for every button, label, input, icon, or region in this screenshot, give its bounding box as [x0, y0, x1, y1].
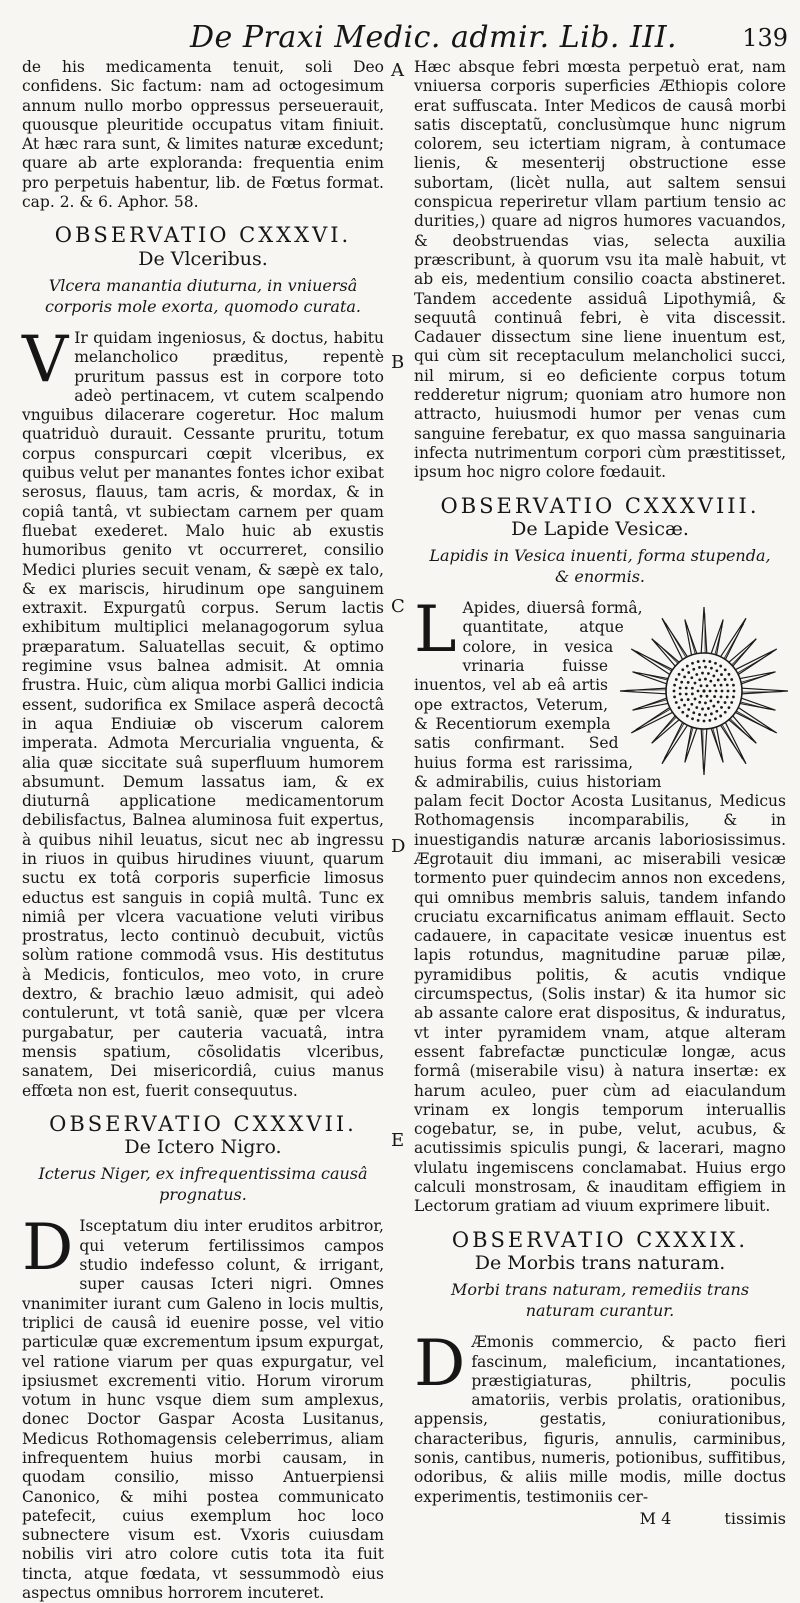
observation-138-text: Apides, diuersâ formâ, quantitate, atque colore, in vesica vrinaria fuisse inuentos, vel ab eâ artis ope extractos, Veterum, & Recentiorum exempla satis confirmant. Sed huius forma est rarissima, & admirabilis, cuius historiam palam fecit Doctor Acosta Lusitanus, Medicus Rothomagensis incomparabilis, & in inuestigandis naturæ arcanis laboriosissimus. Ægrotauit diu immani, ac miserabili vesicæ tormento puer quindecim annos non excedens, qui omnibus membris saluis, tandem infando cruciatu excarnificatus animam efflauit. Secto cadauere, in capacitate vesicæ inuentus est lapis rotundus, magnitudine paruæ pilæ, pyramidibus politis, & acutis vndique circumspectus, (Solis instar) & ita humor sic ab assante calore erat dispositus, & induratus, vt inter pyramidem vnam, atque alteram essent fabrefactæ puncticulæ longæ, acus formâ (miserabile visu) à natura insertæ: ex harum aculeo, puer cùm ad eiaculandum vrinam ex longis temporum interuallis cogebatur, se, in pube, velut, acubus, & acutissimis spiculis pungi, & lacerari, magno vlulatu ingemiscens conclamabat. Huius ergo calculi monstrosam, & inauditam effigiem in Lectorum gratiam ad viuum exprimere libuit. [414, 599, 786, 1215]
stone-dot [714, 717, 717, 720]
stone-dot [730, 701, 733, 704]
margin-letter-c: C [391, 596, 405, 617]
stone-dot [724, 678, 727, 681]
observation-137-body [22, 1217, 384, 1603]
stone-dot [732, 696, 735, 699]
stone-dot [706, 685, 709, 688]
right-intro-paragraph: Hæc absque febri mœsta perpetuò erat, nam vniuersa corporis superficies Æthiopis colore erat suffuscata. Inter Medicos de causâ morbi satis disceptatũ, conclusùmque hunc nigrum colorem, seu ictertiam nigram, à contumace lienis, & mesenterij obstructione esse subortam, (licèt nulla, aut saltem sensui conspicua reperiretur vllam partium tensio ac durities,) quare ad nigros humores vacuandos, & deobstruendas vias, selecta auxilia præscribunt, à quorum vsu ita malè habuit, vt ab eis, medentium consilio coacta abstineret. Tandem accedente assiduâ Lipothymiâ, & sequutâ continuâ febri, è vita discessit. Cadauer dissectum sine liene inuentum est, qui cùm sit receptaculum melancholici succi, nil mirum, si eo deficiente corpus totum redderetur nigrum; quoniam atro humore non attracto, huiusmodi humor per venas cum sanguine ferebatur, ex quo massa sanguinaria infecta nutrimentum corpori cùm præstitisset, ipsum hoc nigro colore fœdauit. [414, 58, 786, 483]
stone-dot [720, 706, 723, 709]
right-column [414, 58, 786, 1528]
stone-dot [724, 701, 727, 704]
left-column [22, 58, 384, 1603]
stone-dot [673, 696, 676, 699]
stone-dot [697, 690, 700, 693]
stone-spike-hatch [722, 725, 742, 759]
stone-dot [720, 673, 723, 676]
observation-139-heading: OBSERVATIO CXXXIX. [414, 1231, 786, 1250]
stone-dot [700, 685, 703, 688]
stone-spike [620, 688, 670, 694]
stone-dot [719, 715, 722, 718]
stone-dot [706, 695, 709, 698]
observation-139-summary: Morbi trans naturam, remediis trans naturam curantur. [424, 1279, 776, 1321]
stone-dot [707, 707, 710, 710]
stone-dot [733, 690, 736, 693]
stone-dot [690, 676, 693, 679]
observation-137-text: Isceptatum diu inter eruditos arbitror, qui veterum fertilissimos campos studio indefesso colunt, & irrigant, super causas Icteri nigri. Omnes vnanimiter iurant cum Galeno in locis multis, triplici de causâ id euenire posse, vel vitio particulæ quæ excrementum ipsum expurgat, vel ratione viarum per quas expurgatur, vel ipsiusmet excrementi vitio. Horum virorum votum in hunc vsque diem sum amplexus, donec Doctor Gaspar Acosta Lusitanus, Medicus Rothomagensis celeberrimus, aliam infrequentem huius morbi causam, in quodam consilio, misso Antuerpiensi Canonico, & mihi postea communicato patefecit, cuius exemplum hoc loco subnectere visum est. Vxoris cuiusdam nobilis viri atro colore cutis tota ita fuit tincta, atque fœdata, vt sessummodò eius aspectus omnibus horrorem incuteret. [22, 1217, 384, 1602]
stone-dot [681, 669, 684, 672]
stone-dot [678, 673, 681, 676]
stone-dot [727, 690, 730, 693]
stone-dot [691, 717, 694, 720]
stone-dot [694, 682, 697, 685]
stone-dot [709, 700, 712, 703]
stone-dot [686, 715, 689, 718]
stone-dot [720, 696, 723, 699]
stone-dot [683, 676, 686, 679]
stone-dot [704, 666, 707, 669]
observation-136-subtitle: De Vlceribus. [22, 250, 384, 269]
drop-cap-v: V [22, 333, 68, 387]
stone-dot [713, 695, 716, 698]
stone-dot [683, 704, 686, 707]
stone-spike-hatch [656, 643, 678, 664]
stone-dot [708, 719, 711, 722]
drop-cap-d: D [22, 1221, 73, 1275]
stone-dot [695, 673, 698, 676]
stone-dot [724, 711, 727, 714]
stone-dot [710, 667, 713, 670]
stone-dot [673, 690, 676, 693]
stone-dot [691, 687, 694, 690]
observation-139-body [414, 1333, 786, 1507]
page-number: 139 [742, 24, 788, 52]
signature-mark: M 4 [640, 1509, 672, 1528]
stone-dot [712, 675, 715, 678]
stone-dot [697, 719, 700, 722]
catchword: tissimis [724, 1509, 786, 1528]
running-head: De Praxi Medic. admir. Lib. III. [190, 20, 677, 55]
stone-dot [704, 714, 707, 717]
stone-dot [707, 672, 710, 675]
stone-spike [701, 607, 707, 657]
stone-spike [738, 688, 788, 694]
drop-cap-l: L [414, 603, 457, 657]
stone-dot [724, 669, 727, 672]
stone-spike-hatch [730, 719, 752, 740]
stone-dot [714, 662, 717, 665]
stone-dot [704, 678, 707, 681]
stone-dot [709, 680, 712, 683]
observation-136-text: Ir quidam ingeniosus, & doctus, habitu melancholico præditus, repentè pruritum passus est in corpore toto adeò pertinacem, vt cutem scalpendo vnguibus dilacerare cogeretur. Hoc malum quatriduò durauit. Cessante pruritu, totum corpus conspurcari cœpit vlceribus, ex quibus velut per manantes fontes ichor exibat serosus, flauus, tam acris, & mordax, & in copiâ tantâ, vt subiectam carnem per quam fluebat exederet. Malo huic ab exustis humoribus genito vt occurreret, consilio Medici pluries secuit venam, & sæpè ex talo, & ex mariscis, hirudinum ope sanguinem extraxit. Expurgatû corpus. Serum lactis exhibitum multiplici melanagogorum sylua præparatum. Saluatellas secuit, & optimo regimine vsus balnea admisit. At omnia frustra. Huic, cùm aliqua morbi Gallici indicia essent, sudorifica ex Smilace asperâ decoctâ in aqua Endiuiæ ob viscerum calorem imperata. Admota Mercurialia vnguenta, & alia quæ siccitate suâ superfluum humorem absumunt. Demum lassatus iam, & ex diuturnâ applicatione medicamentorum debilisfactus, Balnea aluminosa fuit expertus, à quibus nihil leuatus, sicut nec ab ingressu in riuos in quibus hirudines viuunt, quarum suctu ex totâ corporis superficie limosus eductus est sanguis in copiâ multâ. Tunc ex nimiâ per vlcera vacuatione veluti viribus prostratus, lecto continuò decubuit, victûs solùm ratione commodâ vsus. His destitutus à Medicis, fonticulos, meo voto, in crure dextro, & brachio læuo admisit, qui adeò contulerunt, vt totâ saniè, quæ per vlcera purgabatur, per cauteria vacuatâ, intra mensis spatium, cõsolidatis vlceribus, sanatem, Dei misericordiâ, cuius manus effœta non est, fuerit consequutus. [22, 329, 384, 1100]
margin-letter-a: A [391, 60, 404, 81]
stone-dot [691, 693, 694, 696]
stone-dot [709, 690, 712, 693]
stone-dot [708, 660, 711, 663]
margin-letter-b: B [391, 352, 404, 373]
stone-dot [673, 684, 676, 687]
stone-dot [701, 708, 704, 711]
stone-spike [701, 725, 707, 775]
stone-dot [721, 690, 724, 693]
stone-dot [687, 671, 690, 674]
stone-dot [686, 665, 689, 668]
stone-dot [687, 708, 690, 711]
observation-139-text: Æmonis commercio, & pacto fieri fascinum, maleficium, incantationes, præstigiaturas, philtris, poculis amatoriis, verbis prolatis, orationibus, appensis, gestatis, coniurationibus, characteribus, figuris, annulis, carminibus, sonis, cantibus, numeris, potionibus, suffitibus, odoribus, & aliis mille modis, mille doctus experimentis, testimoniis cer- [414, 1333, 786, 1505]
stone-dot [712, 705, 715, 708]
stone-dot [704, 702, 707, 705]
stone-dot [713, 684, 716, 687]
observation-136-summary: Vlcera manantia diuturna, in vniuersâ corporis mole exorta, quomodo curata. [32, 275, 374, 317]
stone-dot [678, 706, 681, 709]
observation-137-subtitle: De Ictero Nigro. [22, 1138, 384, 1157]
bladder-stone-illustration [616, 603, 792, 779]
stone-dot [703, 660, 706, 663]
stone-dot [698, 701, 701, 704]
stone-dot [715, 710, 718, 713]
stone-dot [720, 684, 723, 687]
stone-dot [681, 711, 684, 714]
stone-dot [680, 699, 683, 702]
stone-dot [685, 687, 688, 690]
stone-dot [698, 713, 701, 716]
stone-dot [694, 698, 697, 701]
stone-dot [717, 679, 720, 682]
drop-cap-d2: D [414, 1337, 465, 1391]
stone-dot [698, 679, 701, 682]
stone-spike-hatch [732, 644, 753, 666]
stone-spike-hatch [636, 709, 670, 729]
page-header [0, 18, 800, 58]
stone-dot [687, 681, 690, 684]
stone-dot [726, 696, 729, 699]
stone-dot [715, 669, 718, 672]
left-intro-paragraph: de his medicamenta tenuit, soli Deo confidens. Sic factum: nam ad octogesimum annum nullo morbo oppressus perseuerauit, quousque pleuritide occupatus vitam finiuit. At hæc rara sunt, & limites naturæ excedunt; quare ab arte exploranda: frequentia enim pro perpetuis habentur, lib. de Fœtus format. cap. 2. & 6. Aphor. 58. [22, 58, 384, 212]
stone-dot [692, 711, 695, 714]
stone-dot [687, 698, 690, 701]
observation-137-summary: Icterus Niger, ex infrequentissima causâ prognatus. [32, 1163, 374, 1205]
observation-138-heading: OBSERVATIO CXXXVIII. [414, 497, 786, 516]
stone-dot [700, 695, 703, 698]
margin-letter-e: E [391, 1130, 404, 1151]
stone-dot [728, 706, 731, 709]
margin-letter-d: D [391, 836, 405, 857]
bladder-stone-figure [616, 603, 792, 779]
stone-spike-hatch [666, 623, 686, 657]
stone-dot [679, 693, 682, 696]
stone-dot [680, 681, 683, 684]
stone-dot [690, 703, 693, 706]
stone-spike-hatch [737, 653, 771, 673]
stone-dot [692, 668, 695, 671]
stone-dot [685, 693, 688, 696]
stone-dot [730, 678, 733, 681]
stone-dot [675, 701, 678, 704]
page-footer [414, 1509, 786, 1528]
observation-139-subtitle: De Morbis trans naturam. [414, 1254, 786, 1273]
observation-136-body [22, 329, 384, 1101]
stone-dot [732, 684, 735, 687]
stone-dot [717, 701, 720, 704]
stone-dot [719, 665, 722, 668]
observation-137-heading: OBSERVATIO CXXXVII. [22, 1115, 384, 1134]
stone-dot [697, 660, 700, 663]
stone-center-dot [702, 690, 705, 693]
stone-dot [675, 678, 678, 681]
stone-dot [703, 720, 706, 723]
stone-dot [710, 713, 713, 716]
stone-dot [679, 687, 682, 690]
stone-dot [715, 690, 718, 693]
stone-dot [691, 662, 694, 665]
stone-dot [726, 684, 729, 687]
stone-dot [728, 673, 731, 676]
stone-spike-hatch [655, 717, 676, 739]
observation-138-summary: Lapidis in Vesica inuenti, forma stupenda, & enormis. [424, 545, 776, 587]
stone-dot [701, 672, 704, 675]
stone-dot [698, 666, 701, 669]
stone-dot [695, 706, 698, 709]
observation-138-body [414, 599, 786, 1217]
observation-136-heading: OBSERVATIO CXXXVI. [22, 226, 384, 245]
observation-138-subtitle: De Lapide Vesicæ. [414, 520, 786, 539]
